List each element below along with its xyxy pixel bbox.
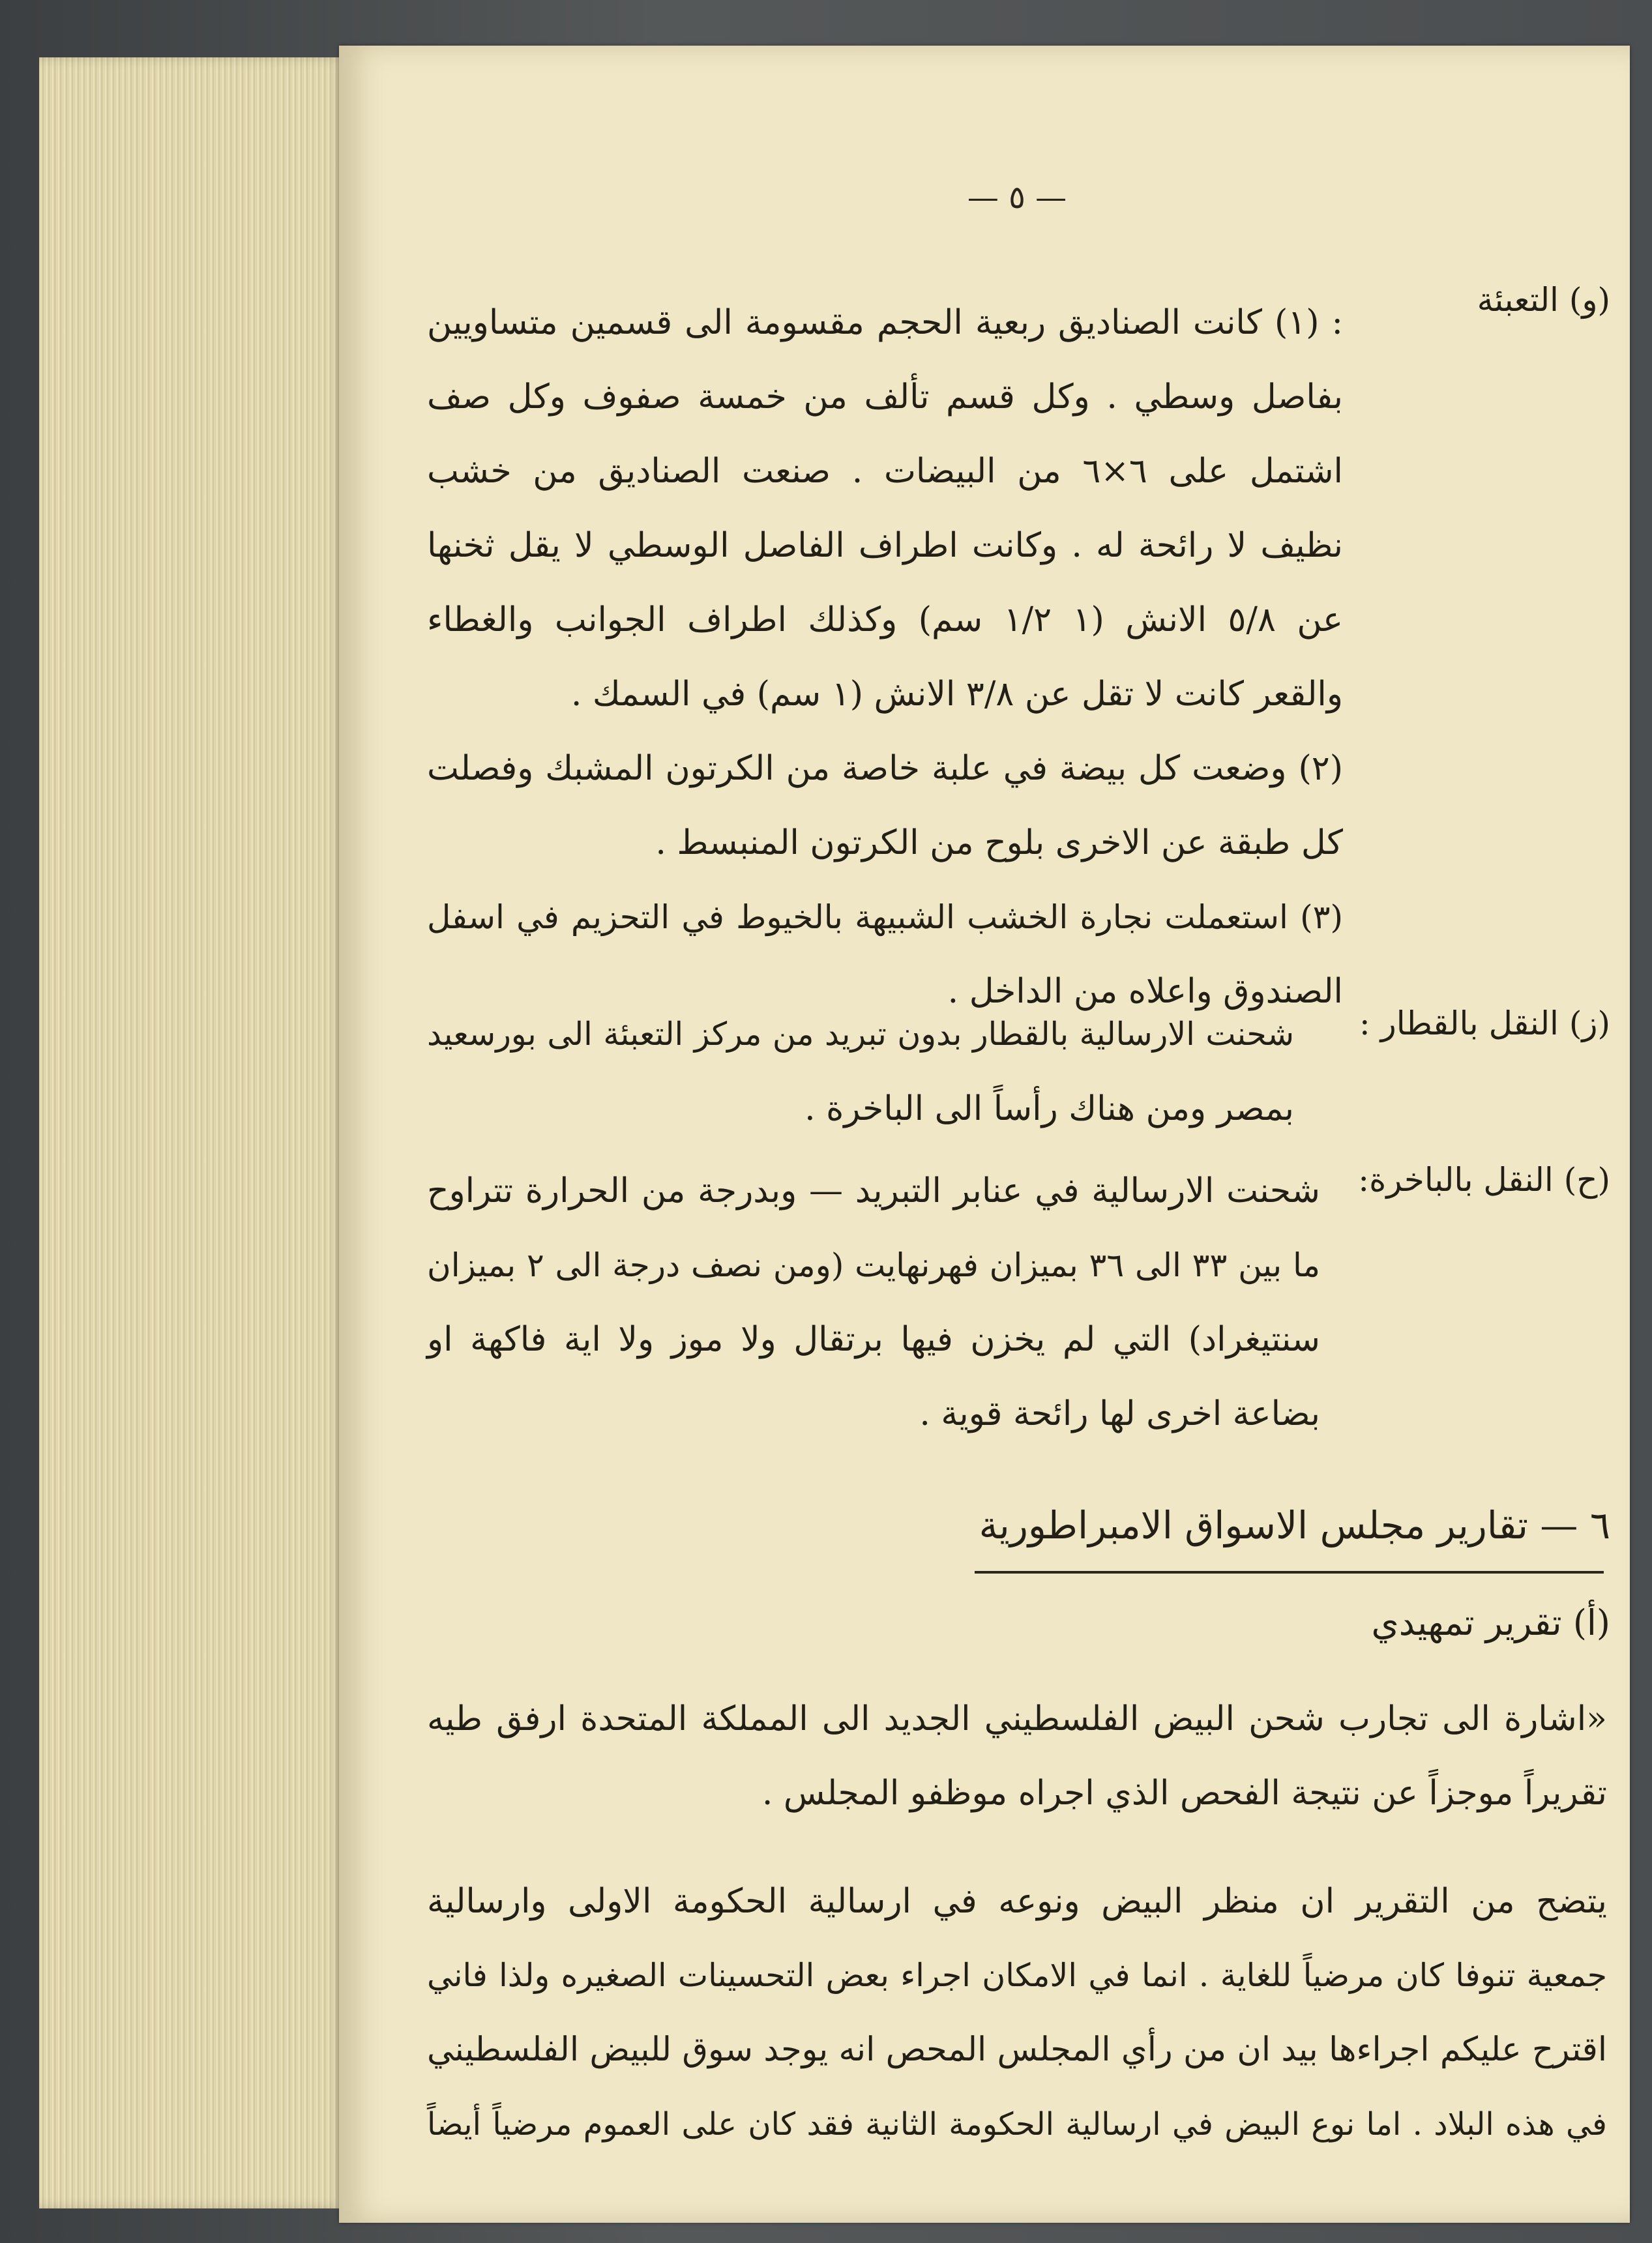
- report-paragraph: [427, 1864, 1607, 2162]
- text-line: بضاعة اخرى لها رائحة قوية .: [919, 1394, 1320, 1433]
- packing-label: (و) التعبئة: [1477, 281, 1610, 319]
- ship-label: (ح) النقل بالباخرة:: [1358, 1161, 1610, 1199]
- text-line: بمصر ومن هناك رأساً الى الباخرة .: [804, 1089, 1294, 1128]
- section-heading: ٦ — تقارير مجلس الاسواق الامبراطورية: [979, 1503, 1610, 1547]
- text-line: في هذه البلاد . اما نوع البيض في ارسالية الحكومة الثانية فقد كان على العموم مرضياً أيضاً: [427, 2106, 1607, 2143]
- text-line: الصندوق واعلاه من الداخل .: [947, 972, 1343, 1011]
- text-line: سنتيغراد) التي لم يخزن فيها برتقال ولا موز ولا اية فاكهة او: [427, 1320, 1320, 1359]
- text-line: اشتمل على ٦×٦ من البيضات . صنعت الصناديق من خشب: [427, 452, 1344, 491]
- text-line: كل طبقة عن الاخرى بلوح من الكرتون المنبسط .: [655, 823, 1343, 862]
- quoted-paragraph: [427, 1682, 1607, 1830]
- text-line: : (١) كانت الصناديق ربعية الحجم مقسومة الى قسمين متساويين: [427, 303, 1344, 342]
- text-line: (٣) استعملت نجارة الخشب الشبيهة بالخيوط في التحزيم في اسفل: [427, 898, 1343, 936]
- subheading: (أ) تقرير تمهيدي: [1371, 1602, 1610, 1643]
- text-line: بفاصل وسطي . وكل قسم تألف من خمسة صفوف وكل صف: [427, 377, 1343, 417]
- packing-paragraph: [427, 286, 1343, 1029]
- text-line: عن ٥/٨ الانش (١ ١/٢ سم) وكذلك اطراف الجوانب والغطاء: [427, 600, 1343, 639]
- text-line: نظيف لا رائحة له . وكانت اطراف الفاصل الوسطي لا يقل ثخنها: [427, 526, 1343, 565]
- text-line: تقريراً موجزاً عن نتيجة الفحص الذي اجراه موظفو المجلس .: [761, 1774, 1607, 1813]
- rail-label: (ز) النقل بالقطار :: [1359, 1004, 1610, 1042]
- text-line: شحنت الارسالية في عنابر التبريد — وبدرجة من الحرارة تتراوح: [427, 1171, 1320, 1210]
- text-line: اقترح عليكم اجراءها بيد ان من رأي المجلس المحص انه يوجد سوق للبيض الفلسطيني: [427, 2030, 1607, 2069]
- text-line: شحنت الارسالية بالقطار بدون تبريد من مركز التعبئة الى بورسعيد: [427, 1016, 1294, 1053]
- page-edges: [39, 57, 346, 2208]
- text-line: «اشارة الى تجارب شحن البيض الفلسطيني الجديد الى المملكة المتحدة ارفق طيه: [427, 1699, 1607, 1738]
- text-line: يتضح من التقرير ان منظر البيض ونوعه في ارسالية الحكومة الاولى وارسالية: [427, 1882, 1607, 1921]
- text-line: والقعر كانت لا تقل عن ٣/٨ الانش (١ سم) في السمك .: [570, 675, 1343, 714]
- text-line: جمعية تنوفا كان مرضياً للغاية . انما في الامكان اجراء بعض التحسينات الصغيره ولذا فاني: [427, 1957, 1607, 1994]
- page-number: — ٥ —: [967, 179, 1067, 216]
- rail-paragraph: [427, 997, 1294, 1146]
- text-line: (٢) وضعت كل بيضة في علبة خاصة من الكرتون المشبك وفصلت: [427, 749, 1343, 788]
- text-line: ما بين ٣٣ الى ٣٦ بميزان فهرنهايت (ومن نصف درجة الى ٢ بميزان: [427, 1246, 1320, 1284]
- heading-underline: [975, 1571, 1604, 1574]
- ship-paragraph: [427, 1154, 1320, 1451]
